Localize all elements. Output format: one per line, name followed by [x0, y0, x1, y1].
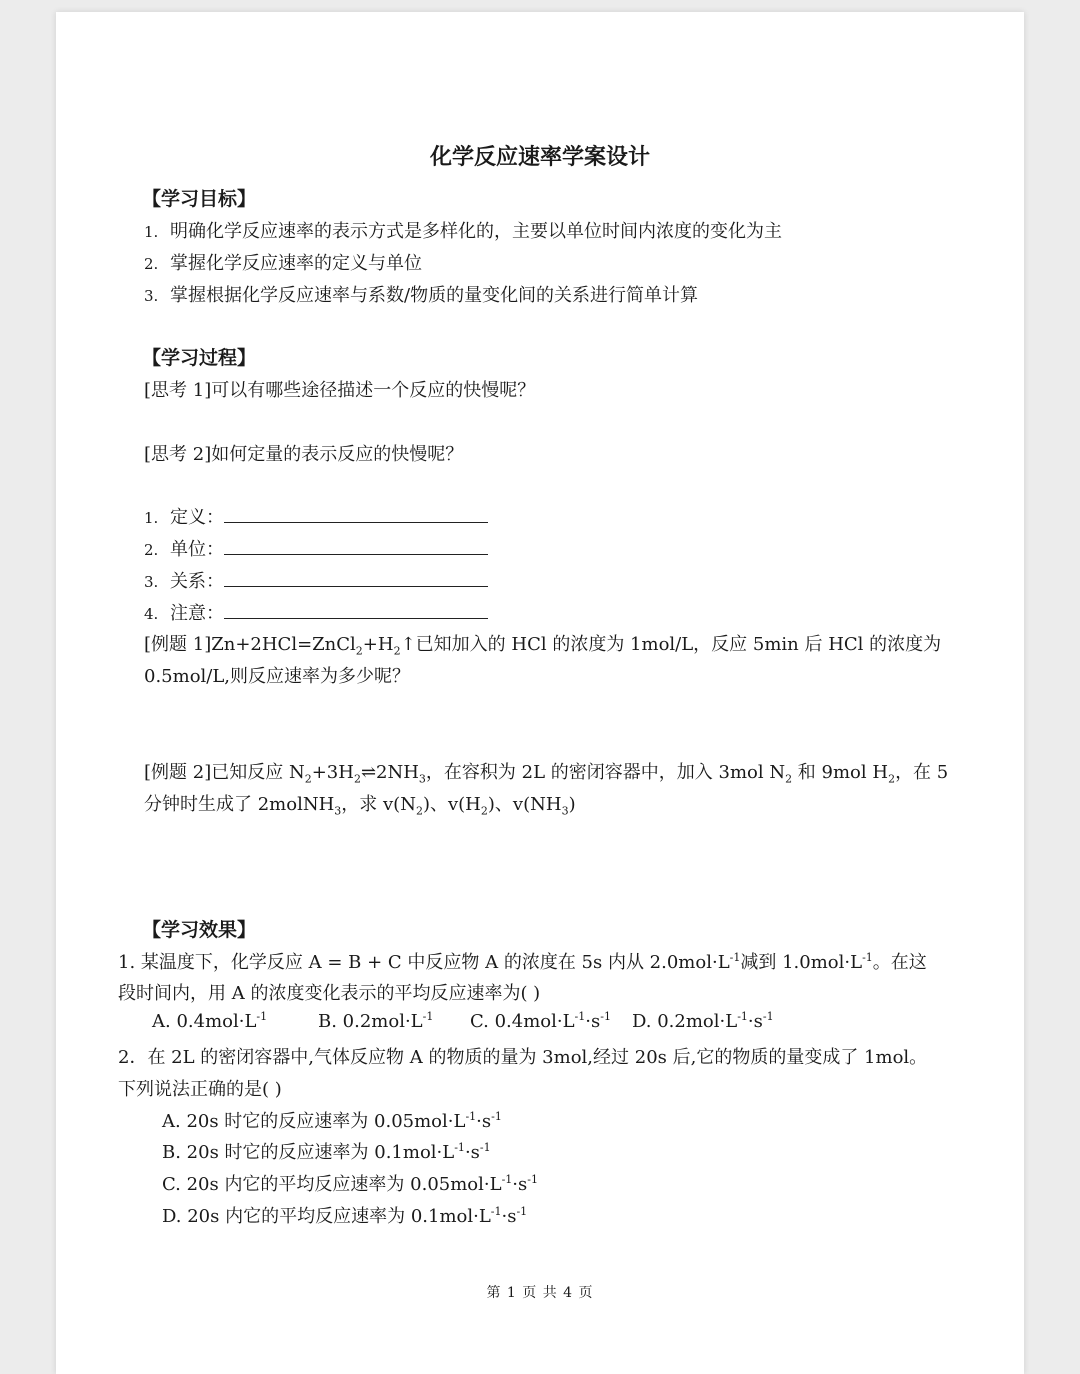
blank-label: 定义： — [170, 507, 224, 528]
blank-number: 3. — [144, 573, 159, 591]
ex1-text: [例题 1]Zn+2HCl=ZnCl — [144, 634, 356, 655]
blank-item-note — [144, 599, 488, 625]
option-text: ·s — [501, 1206, 517, 1227]
page-footer: 第 1 页 共 4 页 — [486, 1285, 594, 1301]
q1-option-a[interactable] — [152, 1011, 267, 1032]
blank-label: 单位： — [170, 539, 224, 560]
q2-option-c[interactable] — [162, 1170, 538, 1196]
option-text: A. 20s 时它的反应速率为 0.05mol·L — [162, 1111, 466, 1132]
option-text: C. 20s 内它的平均反应速率为 0.05mol·L — [162, 1174, 502, 1195]
ex2-text: [例题 2]已知反应 N — [144, 762, 305, 783]
subscript: 2 — [355, 644, 363, 658]
blank-item-definition — [144, 503, 488, 529]
goal-number: 2. — [144, 255, 159, 273]
fill-in-blank[interactable] — [224, 504, 488, 523]
think-2: [思考 2]如何定量的表示反应的快慢呢？ — [144, 444, 464, 465]
q1-text: 。在这 — [872, 952, 927, 973]
option-text: ·s — [747, 1011, 763, 1032]
option-text: B. 20s 时它的反应速率为 0.1mol·L — [162, 1142, 455, 1163]
question-2-line-2: 下列说法正确的是( ) — [118, 1079, 282, 1100]
blank-number: 1. — [144, 509, 159, 527]
superscript: -1 — [762, 1010, 774, 1023]
superscript: -1 — [516, 1205, 528, 1218]
fill-in-blank[interactable] — [224, 536, 488, 555]
think-1: [思考 1]可以有哪些途径描述一个反应的快慢呢？ — [144, 380, 536, 401]
goal-text: 掌握化学反应速率的定义与单位 — [170, 253, 422, 274]
goal-text: 掌握根据化学反应速率与系数/物质的量变化间的关系进行简单计算 — [170, 285, 699, 306]
blank-number: 2. — [144, 541, 159, 559]
superscript: -1 — [862, 951, 873, 964]
subscript: 3 — [561, 804, 569, 818]
goals-heading: 【学习目标】 — [142, 188, 257, 210]
superscript: -1 — [454, 1141, 465, 1154]
superscript: -1 — [465, 1110, 477, 1123]
ex1-text: ↑已知加入的 HCl 的浓度为 1mol/L，反应 5min 后 HCl 的浓度为 — [400, 634, 942, 655]
superscript: -1 — [527, 1173, 538, 1186]
q1-text: 减到 1.0mol·L — [740, 952, 863, 973]
subscript: 2 — [393, 644, 401, 658]
example-2-line-1 — [144, 758, 948, 784]
example-1-line-2: 0.5mol/L,则反应速率为多少呢？ — [144, 666, 411, 687]
q1-text: 1. 某温度下，化学反应 A = B + C 中反应物 A 的浓度在 5s 内从 2.0mol·L — [118, 952, 730, 973]
q2-option-d[interactable] — [162, 1202, 527, 1228]
blank-item-relation — [144, 567, 488, 593]
superscript: -1 — [256, 1010, 268, 1023]
option-text: C. 0.4mol·L — [470, 1011, 575, 1032]
goal-number: 3. — [144, 287, 159, 305]
ex2-text: )、v(H — [422, 794, 481, 815]
blank-label: 关系： — [170, 571, 224, 592]
ex2-text: ⇌2NH — [360, 762, 419, 783]
fill-in-blank[interactable] — [224, 568, 488, 587]
superscript: -1 — [479, 1141, 491, 1154]
option-text: A. 0.4mol·L — [152, 1011, 257, 1032]
example-1-line-1 — [144, 630, 941, 656]
question-2-line-1: 2．在 2L 的密闭容器中,气体反应物 A 的物质的量为 3mol,经过 20s 后,它的物质的量变成了 1mol。 — [118, 1047, 928, 1068]
q1-option-c[interactable] — [470, 1011, 611, 1032]
subscript: 2 — [888, 772, 896, 786]
q2-option-a[interactable] — [162, 1107, 502, 1133]
goal-number: 1. — [144, 223, 159, 241]
ex2-text: +3H — [311, 762, 354, 783]
option-text: ·s — [512, 1174, 528, 1195]
ex2-text: 分钟时生成了 2molNH — [144, 794, 335, 815]
q2-option-b[interactable] — [162, 1138, 491, 1164]
page-title: 化学反应速率学案设计 — [429, 144, 650, 170]
superscript: -1 — [422, 1010, 434, 1023]
superscript: -1 — [737, 1010, 748, 1023]
ex1-text: +H — [362, 634, 394, 655]
question-1-line-1 — [118, 948, 927, 974]
ex2-text: )、v(NH — [487, 794, 562, 815]
subscript: 2 — [785, 772, 793, 786]
goal-text: 明确化学反应速率的表示方式是多样化的，主要以单位时间内浓度的变化为主 — [170, 221, 782, 242]
superscript: -1 — [501, 1173, 513, 1186]
q1-option-b[interactable] — [318, 1011, 433, 1032]
option-text: ·s — [476, 1111, 492, 1132]
option-text: D. 0.2mol·L — [632, 1011, 738, 1032]
subscript: 2 — [353, 772, 361, 786]
blank-item-unit — [144, 535, 488, 561]
question-1-line-2: 段时间内，用 A 的浓度变化表示的平均反应速率为( ) — [118, 983, 541, 1004]
goal-item — [144, 281, 698, 307]
subscript: 3 — [418, 772, 426, 786]
option-text: B. 0.2mol·L — [318, 1011, 423, 1032]
superscript: -1 — [491, 1110, 502, 1123]
subscript: 2 — [304, 772, 312, 786]
superscript: -1 — [574, 1010, 586, 1023]
effect-heading: 【学习效果】 — [142, 919, 257, 941]
goal-item — [144, 249, 422, 275]
ex2-text: ，求 v(N — [341, 794, 416, 815]
subscript: 2 — [415, 804, 423, 818]
option-text: D. 20s 内它的平均反应速率为 0.1mol·L — [162, 1206, 491, 1227]
ex2-text: ，在 5 — [895, 762, 949, 783]
subscript: 3 — [334, 804, 342, 818]
process-heading: 【学习过程】 — [142, 347, 257, 369]
option-text: ·s — [585, 1011, 601, 1032]
ex2-text: ) — [568, 794, 576, 815]
blank-label: 注意： — [170, 603, 224, 624]
superscript: -1 — [490, 1205, 502, 1218]
superscript: -1 — [729, 951, 741, 964]
fill-in-blank[interactable] — [224, 600, 488, 619]
superscript: -1 — [600, 1010, 611, 1023]
q1-option-d[interactable] — [632, 1011, 774, 1032]
option-text: ·s — [464, 1142, 480, 1163]
document-page — [56, 12, 1024, 1374]
blank-number: 4. — [144, 605, 159, 623]
subscript: 2 — [480, 804, 488, 818]
goal-item — [144, 217, 782, 243]
ex2-text: ，在容积为 2L 的密闭容器中，加入 3mol N — [425, 762, 786, 783]
ex2-text: 和 9mol H — [792, 762, 889, 783]
example-2-line-2 — [144, 790, 576, 816]
